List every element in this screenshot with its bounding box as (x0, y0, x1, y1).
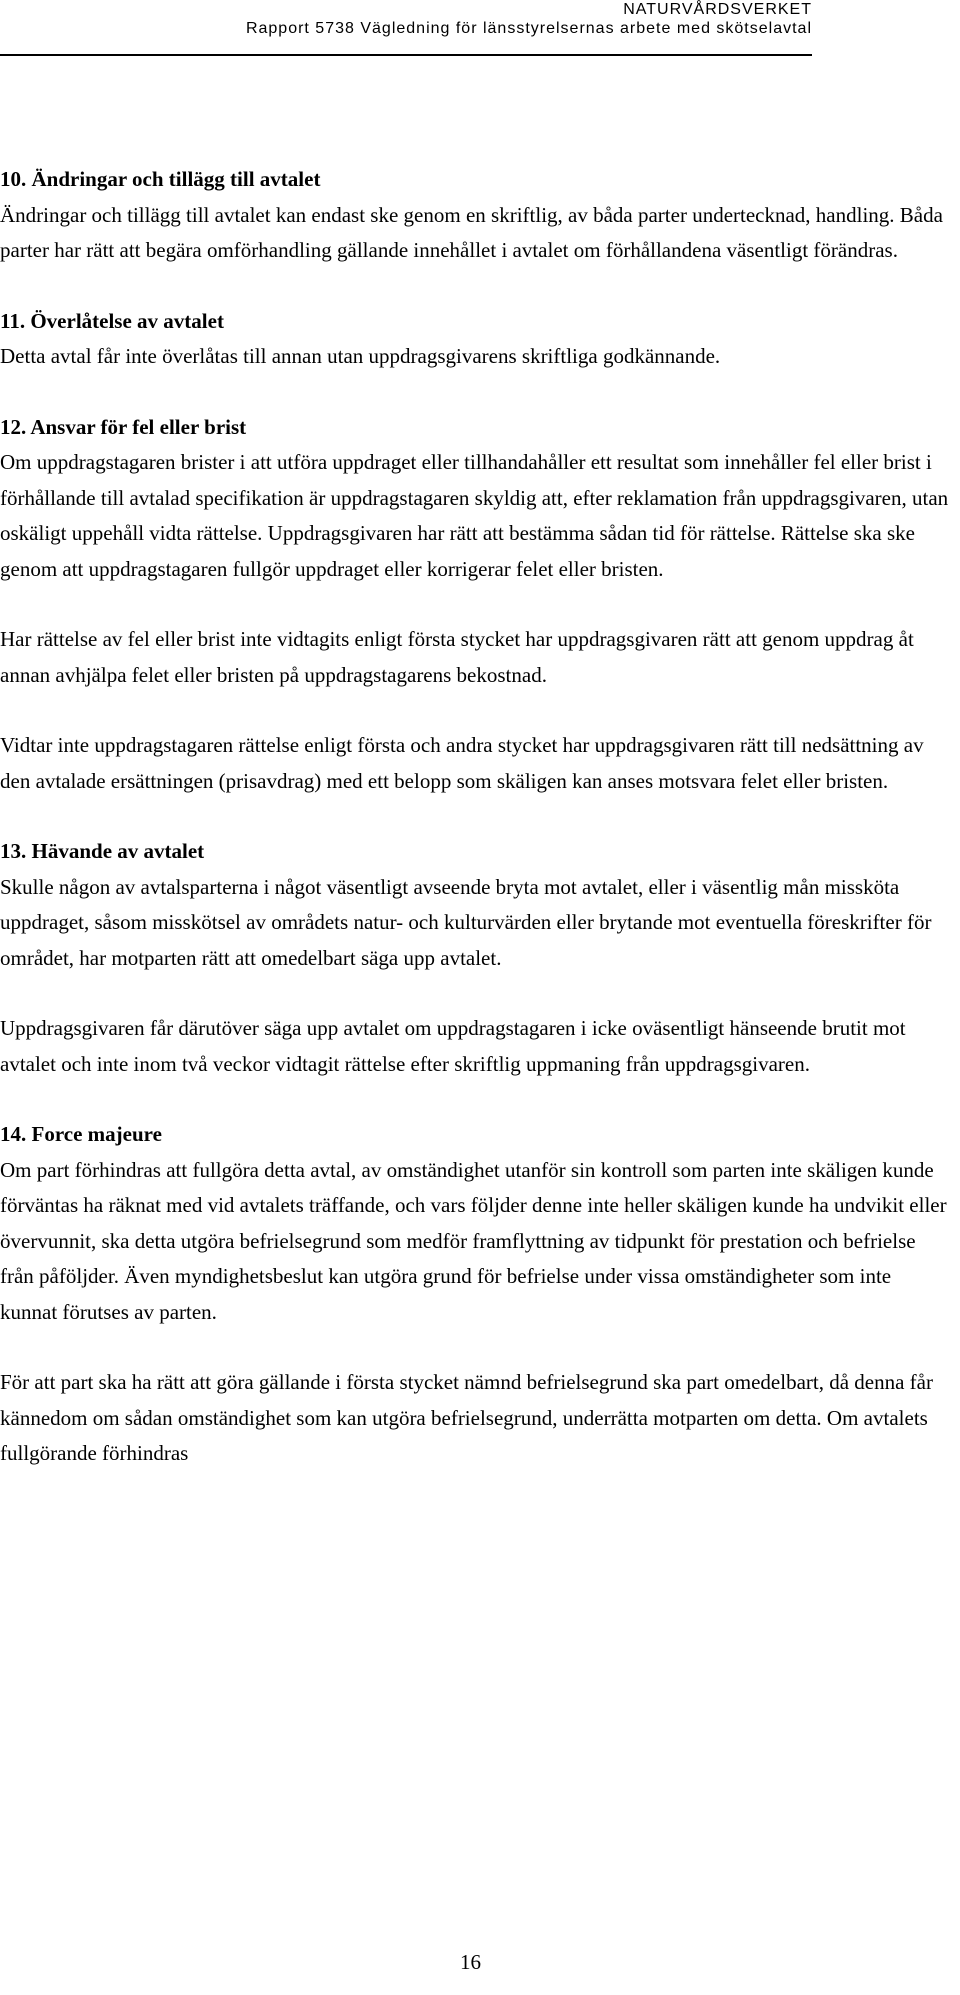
section-paragraph: För att part ska ha rätt att göra gällande i första stycket nämnd befrielsegrund ska part omedelbart, då denna får kännedom om sådan omständighet som kan utgöra befrielsegrund, underrätta motparten om detta. Om avtalets fullgörande förhindras (0, 1370, 933, 1465)
section-heading: 11. Överlåtelse av avtalet (0, 308, 224, 333)
section-paragraph: Har rättelse av fel eller brist inte vidtagits enligt första stycket har uppdragsgivaren rätt att genom uppdrag åt annan avhjälpa felet eller bristen på uppdragstagarens bekostnad. (0, 627, 914, 687)
section-heading: 13. Hävande av avtalet (0, 839, 205, 863)
section-paragraph: Vidtar inte uppdragstagaren rättelse enligt första och andra stycket har uppdragsgivaren rätt till nedsättning av den avtalade ersättningen (prisavdrag) med ett belopp som skäligen kan anses motsvara felet eller bristen. (0, 733, 924, 793)
document-body (0, 162, 950, 1507)
header-divider (0, 54, 812, 56)
section-heading: 12. Ansvar för fel eller brist (0, 414, 247, 439)
section-heading: 10. Ändringar och tillägg till avtalet (0, 167, 321, 191)
section-paragraph: Detta avtal får inte överlåtas till annan utan uppdragsgivarens skriftliga godkännande. (0, 344, 721, 368)
page-number: 16 (460, 1950, 481, 1974)
page-header (246, 0, 812, 39)
section-paragraph: Uppdragsgivaren får därutöver säga upp avtalet om uppdragstagaren i icke oväsentligt hänseende brutit mot avtalet och inte inom två veckor vidtagit rättelse efter skriftlig uppmaning från uppdragsgivaren. (0, 1016, 906, 1076)
header-report-title: Rapport 5738 Vägledning för länsstyrelsernas arbete med skötselavtal (245, 20, 812, 37)
section-heading: 14. Force majeure (0, 1122, 162, 1146)
section-11 (0, 304, 950, 375)
section-paragraph: Skulle någon av avtalsparterna i något väsentligt avseende bryta mot avtalet, eller i väsentlig mån missköta uppdraget, såsom misskötsel av områdets natur- och kulturvärden eller brytande mot eventuella föreskrifter för området, har motparten rätt att omedelbart säga upp avtalet. (0, 874, 932, 970)
section-13 (0, 834, 950, 1082)
section-10 (0, 162, 950, 269)
section-12 (0, 410, 950, 800)
section-14 (0, 1117, 950, 1472)
section-paragraph: Om uppdragstagaren brister i att utföra uppdraget eller tillhandahåller ett resultat som innehåller fel eller brist i förhållande till avtalad specifikation är uppdragstagaren skyldig att, efter reklamation från uppdragsgivaren, utan oskäligt uppehåll vidta rättelse. Uppdragsgivaren har rätt att bestämma sådan tid för rättelse. Rättelse ska ske genom att uppdragstagaren fullgör uppdraget eller korrigerar felet eller bristen. (0, 450, 949, 581)
section-paragraph: Ändringar och tillägg till avtalet kan endast ske genom en skriftlig, av båda parter undertecknad, handling. Båda parter har rätt att begära omförhandling gällande innehållet i avtalet om förhållandena väsentligt förändras. (0, 202, 943, 262)
section-paragraph: Om part förhindras att fullgöra detta avtal, av omständighet utanför sin kontroll som parten inte skäligen kunde förväntas ha räknat med vid avtalets träffande, och vars följder denne inte heller skäligen kunde ha undvikit eller övervunnit, ska detta utgöra befrielsegrund som medför framflyttning av tidpunkt för prestation och befrielse från påföljder. Även myndighetsbeslut kan utgöra grund för befrielse under vissa omständigheter som inte kunnat förutses av parten. (0, 1157, 947, 1324)
header-organization: NATURVÅRDSVERKET (623, 1, 812, 18)
